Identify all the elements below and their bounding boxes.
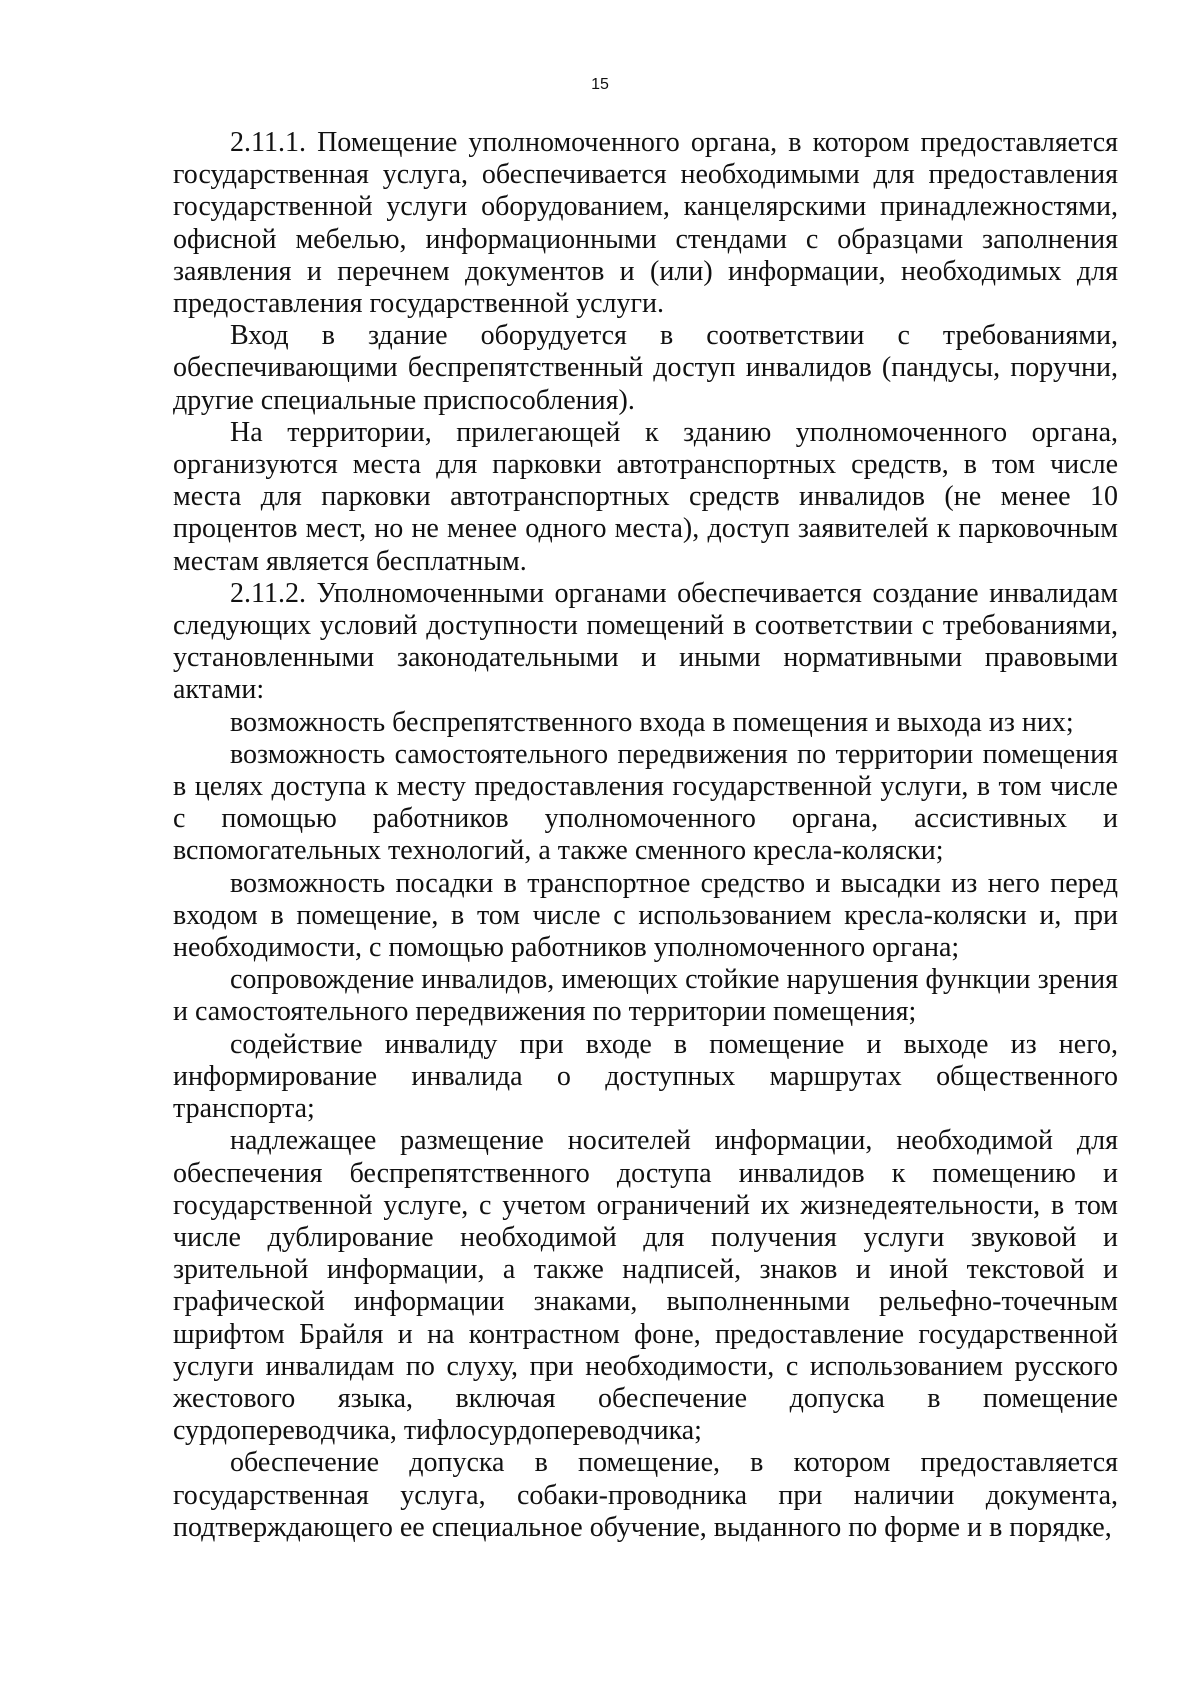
- list-item-escort: сопровождение инвалидов, имеющих стойкие нарушения функции зрения и самостоятельного передвижения по территории помещения;: [173, 964, 1118, 1028]
- list-item-vehicle-boarding: возможность посадки в транспортное средство и высадки из него перед входом в помещение, в том числе с использованием кресла-коляски и, при необходимости, с помощью работников уполномоченного органа;: [173, 867, 1118, 964]
- document-body: [173, 127, 1118, 1544]
- list-item-information-placement: надлежащее размещение носителей информации, необходимой для обеспечения беспрепятственного доступа инвалидов к помещению и государственной услуге, с учетом ограничений их жизнедеятельности, в том числе дублирование необходимой для получения услуги звуковой и зрительной информации, а также надписей, знаков и иной текстовой и графической информации знаками, выполненными рельефно-точечным шрифтом Брайля и на контрастном фоне, предоставление государственной услуги инвалидам по слуху, при необходимости, с использованием русского жестового языка, включая обеспечение допуска в помещение сурдопереводчика, тифлосурдопереводчика;: [173, 1125, 1118, 1447]
- list-item-independent-movement: возможность самостоятельного передвижения по территории помещения в целях доступа к месту предоставления государственной услуги, в том числе с помощью работников уполномоченного органа, ассистивных и вспомогательных технологий, а также сменного кресла-коляски;: [173, 738, 1118, 867]
- paragraph-2-11-1: 2.11.1. Помещение уполномоченного органа, в котором предоставляется государственная услуга, обеспечивается необходимыми для предоставления государственной услуги оборудованием, канцелярскими принадлежностями, офисной мебелью, информационными стендами с образцами заполнения заявления и перечнем документов и (или) информации, необходимых для предоставления государственной услуги.: [173, 127, 1118, 320]
- paragraph-parking: На территории, прилегающей к зданию уполномоченного органа, организуются места для парковки автотранспортных средств, в том числе места для парковки автотранспортных средств инвалидов (не менее 10 процентов мест, но не менее одного места), доступ заявителей к парковочным местам является бесплатным.: [173, 416, 1118, 577]
- list-item-guide-dog: обеспечение допуска в помещение, в котором предоставляется государственная услуга, собаки-проводника при наличии документа, подтверждающего ее специальное обучение, выданного по форме и в порядке,: [173, 1447, 1118, 1543]
- list-item-unobstructed-entry: возможность беспрепятственного входа в помещения и выхода из них;: [230, 706, 1074, 738]
- paragraph-building-entrance: Вход в здание оборудуется в соответствии с требованиями, обеспечивающими беспрепятственный доступ инвалидов (пандусы, поручни, другие специальные приспособления).: [173, 320, 1118, 416]
- page-number: 15: [591, 76, 609, 93]
- list-item-assistance: содействие инвалиду при входе в помещение и выходе из него, информирование инвалида о доступных маршрутах общественного транспорта;: [173, 1028, 1118, 1125]
- paragraph-2-11-2: 2.11.2. Уполномоченными органами обеспечивается создание инвалидам следующих условий доступности помещений в соответствии с требованиями, установленными законодательными и иными нормативными правовыми актами:: [173, 577, 1118, 706]
